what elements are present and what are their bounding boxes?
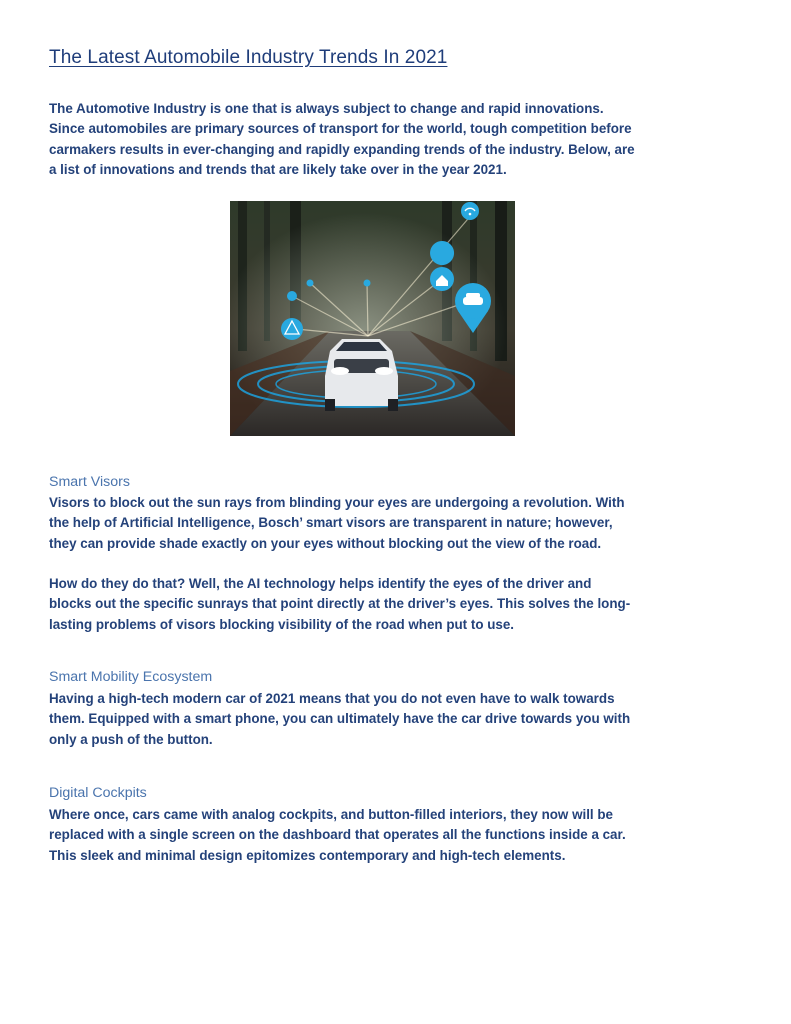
- section-paragraph: [49, 689, 699, 750]
- section-heading-smart-visors: Smart Visors: [49, 474, 130, 490]
- text-line: The Automotive Industry is one that is always subject to change and rapid innovations.: [49, 101, 604, 116]
- section-heading-smart-mobility: Smart Mobility Ecosystem: [49, 669, 213, 685]
- wifi-icon: [461, 202, 479, 220]
- text-line: them. Equipped with a smart phone, you can ultimately have the car drive towards you with: [49, 711, 631, 727]
- text-line: Having a high-tech modern car of 2021 means that you do not even have to walk towards: [49, 691, 615, 706]
- car-illustration: [325, 339, 398, 411]
- text-line: the help of Artificial Intelligence, Bosch’ smart visors are transparent in nature; however,: [49, 515, 613, 531]
- text-line: they can provide shade exactly on your eyes without blocking out the view of the road.: [49, 535, 602, 551]
- text-line: Since automobiles are primary sources of transport for the world, tough competition before: [49, 121, 632, 137]
- text-line: Where once, cars came with analog cockpits, and button-filled interiors, they now will be: [49, 807, 613, 822]
- section-paragraph: [49, 574, 699, 635]
- warning-sign-icon: [281, 318, 303, 340]
- text-line: carmakers results in ever-changing and rapidly expanding trends of the industry. Below, are: [49, 141, 635, 157]
- section-heading-digital-cockpits: Digital Cockpits: [49, 785, 147, 801]
- text-line: replaced with a single screen on the dashboard that operates all the functions inside a car.: [49, 827, 626, 843]
- text-line: a list of innovations and trends that are likely take over in the year 2021.: [49, 161, 507, 177]
- section-paragraph: [49, 493, 699, 554]
- page-title: The Latest Automobile Industry Trends In 2021: [49, 47, 448, 68]
- text-line: Visors to block out the sun rays from blinding your eyes are undergoing a revolution. With: [49, 495, 625, 510]
- text-line: blocks out the specific sunrays that point directly at the driver’s eyes. This solves the long-: [49, 596, 631, 612]
- text-line: lasting problems of visors blocking visibility of the road when put to use.: [49, 616, 515, 632]
- intro-paragraph: [49, 99, 699, 180]
- text-line: only a push of the button.: [49, 731, 213, 747]
- text-line: This sleek and minimal design epitomizes contemporary and high-tech elements.: [49, 847, 566, 863]
- text-line: How do they do that? Well, the AI technology helps identify the eyes of the driver and: [49, 576, 592, 591]
- section-paragraph: [49, 805, 699, 866]
- connected-car-image: [230, 201, 515, 436]
